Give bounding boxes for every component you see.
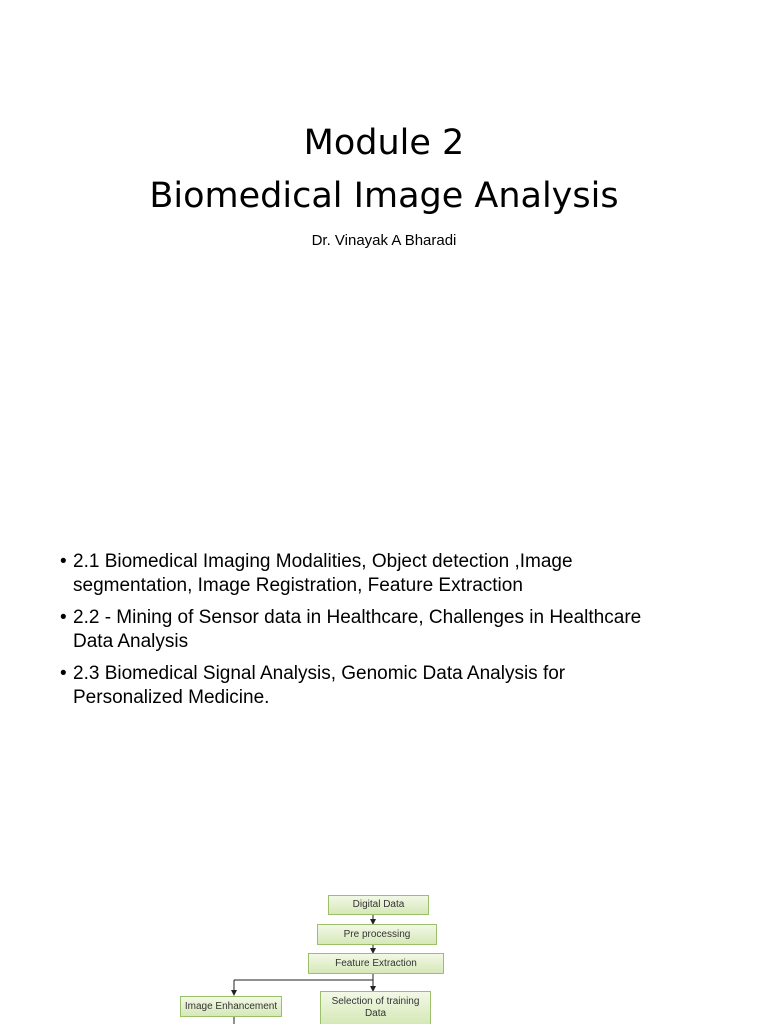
topic-line: Personalized Medicine. [73,687,270,708]
flow-selection-training-data [320,991,431,1024]
flow-digital-data: Digital Data [328,895,429,915]
flow-image-enhancement: Image Enhancement [180,996,282,1017]
topic-line: 2.3 Biomedical Signal Analysis, Genomic Data Analysis for [73,663,566,684]
topic-line: 2.1 Biomedical Imaging Modalities, Object detection ,Image [73,551,573,572]
topic-line: segmentation, Image Registration, Feature Extraction [73,575,523,596]
title-line-1: Module 2 [303,123,465,163]
bullet-icon: • [60,551,67,572]
flow-pre-processing: Pre processing [317,924,437,945]
title-line-2: Biomedical Image Analysis [149,176,619,216]
topic-line: Data Analysis [73,631,189,652]
flow-feature-extraction: Feature Extraction [308,953,444,974]
topic-line: 2.2 - Mining of Sensor data in Healthcare, Challenges in Healthcare [73,607,642,628]
bullet-icon: • [60,607,67,628]
bullet-icon: • [60,663,67,684]
flow-box-line: Selection of training [331,996,420,1007]
author-name: Dr. Vinayak A Bharadi [311,232,457,249]
flow-box-line: Data [364,1008,387,1019]
